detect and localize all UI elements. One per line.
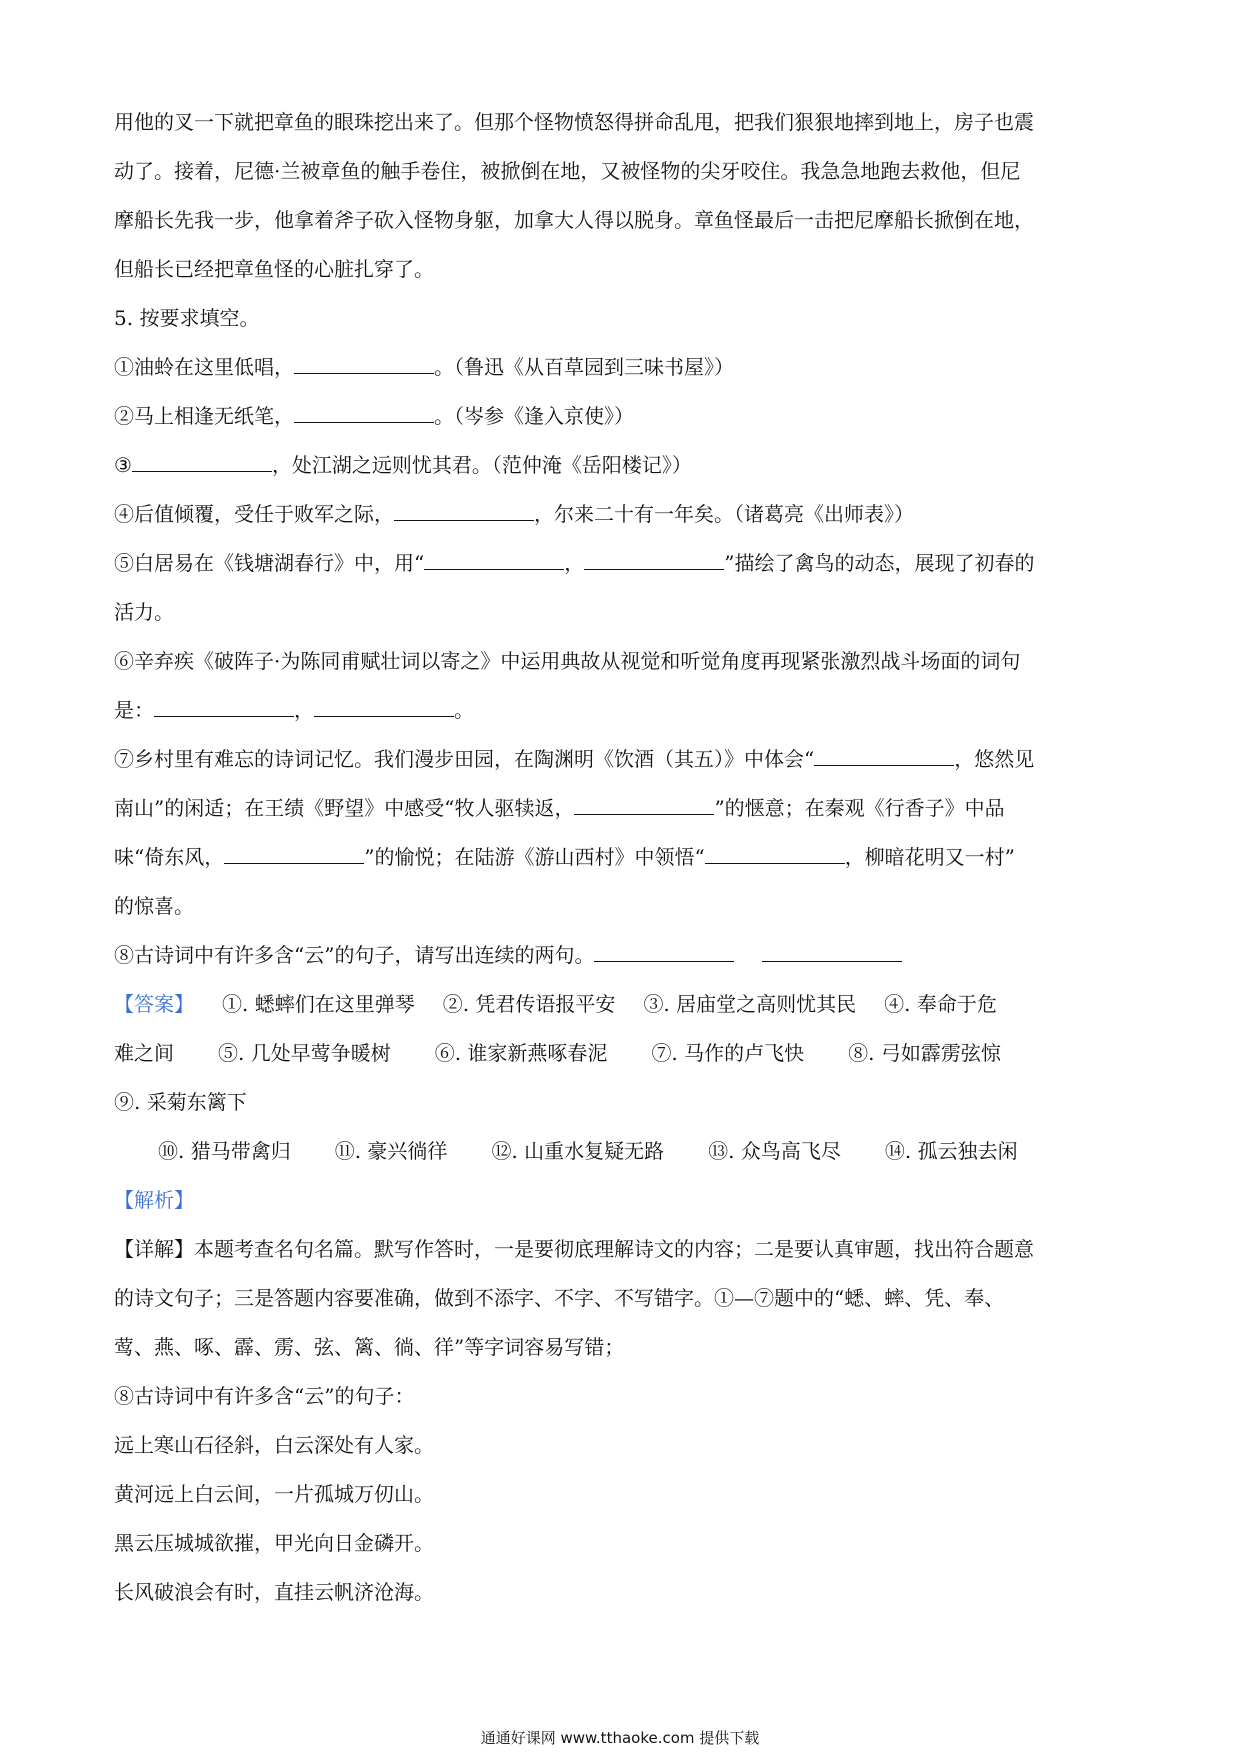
question-text: ”的愉悦；在陆游《游山西村》中领悟“ [364, 845, 705, 869]
question-title: 5. 按要求填空。 [114, 306, 260, 330]
answer-item: ⑥. 谁家新燕啄春泥 [434, 1041, 608, 1065]
answer-item: ⑤. 几处早莺争暖树 [218, 1041, 391, 1065]
answer-blank[interactable] [762, 933, 902, 962]
question-item-1 [114, 343, 1126, 392]
question-item-6: ⑥辛弃疾《破阵子·为陈同甫赋壮词以寄之》中运用典故从视觉和听觉角度再现紧张激烈战斗场面的词句 [114, 649, 1021, 673]
question-item-5 [114, 539, 1126, 588]
answer-item: ⑧. 弓如霹雳弦惊 [848, 1041, 1001, 1065]
analysis-line: ⑧古诗词中有许多含“云”的句子： [114, 1384, 415, 1408]
question-text: ，柳暗花明又一村” [844, 845, 1015, 869]
page-footer: 通通好课网 www.tthaoke.com 提供下载 [480, 1729, 760, 1747]
answer-item: ⑫. 山重水复疑无路 [491, 1139, 665, 1163]
question-text: ⑧古诗词中有许多含“云”的句子，请写出连续的两句。 [114, 943, 595, 967]
answer-line [114, 1029, 1126, 1078]
question-text: ， [294, 698, 314, 722]
analysis-label: 【解析】 [114, 1188, 194, 1212]
question-text: ①油蛉在这里低唱， [114, 355, 294, 379]
question-text: ， [564, 551, 585, 575]
answer-blank[interactable] [584, 541, 724, 570]
answer-blank[interactable] [132, 443, 272, 472]
question-text: 。（鲁迅《从百草园到三味书屋》） [434, 355, 734, 379]
answer-line [114, 1127, 1126, 1176]
answer-item: 难之间 [114, 1041, 174, 1065]
answer-item: ⑬. 众鸟高飞尽 [708, 1139, 841, 1163]
answer-blank[interactable] [424, 541, 564, 570]
answer-item: ②. 凭君传语报平安 [442, 992, 616, 1016]
question-text: 。 [454, 698, 474, 722]
answer-blank[interactable] [294, 394, 434, 423]
analysis-line: 黑云压城城欲摧，甲光向日金磷开。 [114, 1531, 434, 1555]
passage-line: 用他的叉一下就把章鱼的眼珠挖出来了。但那个怪物愤怒得拼命乱甩，把我们狠狠地摔到地上，房子也震 [114, 110, 1034, 134]
answer-blank[interactable] [705, 835, 845, 864]
answer-item: ⑪. 豪兴徜徉 [334, 1139, 448, 1163]
passage-line: 摩船长先我一步，他拿着斧子砍入怪物身躯，加拿大人得以脱身。章鱼怪最后一击把尼摩船长掀倒在地， [114, 208, 1034, 232]
answer-line [114, 980, 1126, 1029]
question-text: ”描绘了禽鸟的动态，展现了初春的 [724, 551, 1035, 575]
answer-blank[interactable] [154, 688, 294, 717]
question-item-6-cont [114, 686, 1126, 735]
question-text: ，尔来二十有一年矣。（诸葛亮《出师表》） [534, 502, 914, 526]
answer-blank[interactable] [294, 345, 434, 374]
question-text: ③ [114, 453, 132, 477]
question-item-7 [114, 735, 1126, 784]
question-text: ⑦乡村里有难忘的诗词记忆。我们漫步田园，在陶渊明《饮酒（其五）》中体会“ [114, 747, 815, 771]
passage-line: 但船长已经把章鱼怪的心脏扎穿了。 [114, 257, 434, 281]
page-content [114, 98, 1126, 1617]
question-item-3 [114, 441, 1126, 490]
question-item-2 [114, 392, 1126, 441]
answer-blank[interactable] [224, 835, 364, 864]
answer-blank[interactable] [814, 737, 954, 766]
answer-item: ①. 蟋蟀们在这里弹琴 [222, 992, 415, 1016]
question-text: 。（岑参《逢入京使》） [434, 404, 634, 428]
answer-blank[interactable] [394, 492, 534, 521]
question-item-7-cont [114, 833, 1126, 882]
question-item-8 [114, 931, 1126, 980]
analysis-line: 莺、燕、啄、霹、雳、弦、篱、徜、徉”等字词容易写错； [114, 1335, 625, 1359]
answer-item: ③. 居庙堂之高则忧其民 [643, 992, 857, 1016]
question-item-4 [114, 490, 1126, 539]
question-text: 南山”的闲适；在王绩《野望》中感受“牧人驱犊返， [114, 796, 575, 820]
question-text: ②马上相逢无纸笔， [114, 404, 294, 428]
question-text: 味“倚东风， [114, 845, 225, 869]
answer-blank[interactable] [314, 688, 454, 717]
answer-item: ⑦. 马作的卢飞快 [651, 1041, 805, 1065]
answer-item: ⑩. 猎马带禽归 [158, 1139, 291, 1163]
question-item-7-cont: 的惊喜。 [114, 894, 194, 918]
analysis-line: 长风破浪会有时，直挂云帆济沧海。 [114, 1580, 434, 1604]
analysis-line: 的诗文句子；三是答题内容要准确，做到不添字、不字、不写错字。①—⑦题中的“蟋、蟀、凭、奉、 [114, 1286, 1005, 1310]
question-text: ”的惬意；在秦观《行香子》中品 [714, 796, 1005, 820]
question-text: ④后值倾覆，受任于败军之际， [114, 502, 394, 526]
answer-blank[interactable] [574, 786, 714, 815]
answer-item: ⑨. 采菊东篱下 [114, 1090, 247, 1114]
question-item-7-cont [114, 784, 1126, 833]
question-text: 是： [114, 698, 154, 722]
question-text: ⑤白居易在《钱塘湖春行》中，用“ [114, 551, 425, 575]
analysis-line: 远上寒山石径斜，白云深处有人家。 [114, 1433, 434, 1457]
answer-item: ⑭. 孤云独去闲 [884, 1139, 1018, 1163]
question-item-5-cont: 活力。 [114, 600, 174, 624]
analysis-line: 【详解】本题考查名句名篇。默写作答时，一是要彻底理解诗文的内容；二是要认真审题，找出符合题意 [114, 1237, 1034, 1261]
question-text: ，悠然见 [954, 747, 1035, 771]
answer-line [114, 1078, 1126, 1127]
question-text: ，处江湖之远则忧其君。（范仲淹《岳阳楼记》） [271, 453, 692, 477]
answer-blank[interactable] [594, 933, 734, 962]
answer-label: 【答案】 [114, 992, 194, 1016]
answer-item: ④. 奉命于危 [884, 992, 997, 1016]
analysis-line: 黄河远上白云间，一片孤城万仞山。 [114, 1482, 434, 1506]
passage-line: 动了。接着，尼德·兰被章鱼的触手卷住，被掀倒在地，又被怪物的尖牙咬住。我急急地跑去救他，但尼 [114, 159, 1021, 183]
